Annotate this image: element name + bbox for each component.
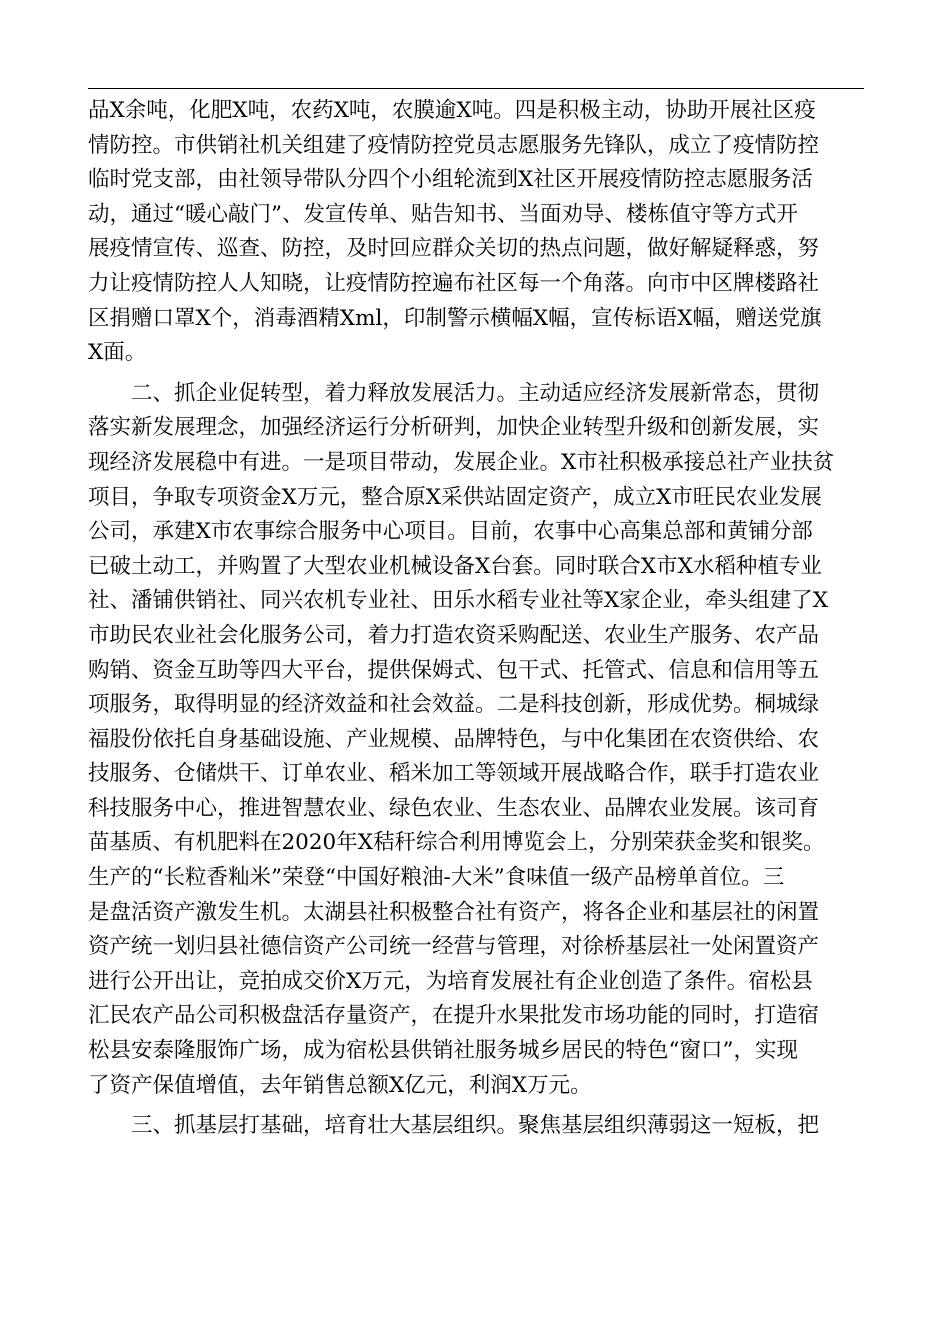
- text-line: 品X余吨，化肥X吨，农药X吨，农膜逾X吨。四是积极主动，协助开展社区疫: [88, 98, 816, 123]
- text-line: 动，通过“暖心敲门”、发宣传单、贴告知书、当面劝导、楼栋值守等方式开: [88, 201, 798, 227]
- text-line: 资产统一划归县社德信资产公司统一经营与管理，对徐桥基层社一处闲置资产: [88, 934, 820, 960]
- text-line: 区捐赠口罩X个，消毒酒精Xml，印制警示横幅X幅，宣传标语X幅，赠送党旗: [88, 305, 822, 331]
- text-line: 项服务，取得明显的经济效益和社会效益。二是科技创新，形成优势。桐城绿: [88, 692, 820, 718]
- text-line: 社、潘铺供销社、同兴农机专业社、田乐水稻专业社等X家企业，牵头组建了X: [88, 588, 829, 614]
- text-line: 临时党支部，由社领导带队分四个小组轮流到X社区开展疫情防控志愿服务活: [88, 167, 813, 193]
- text-line: 落实新发展理念，加强经济运行分析研判，加快企业转型升级和创新发展，实: [88, 415, 820, 441]
- text-line: 展疫情宣传、巡查、防控，及时回应群众关切的热点问题，做好解疑释惑，努: [88, 236, 820, 262]
- text-line: 松县安泰隆服饰广场，成为宿松县供销社服务城乡居民的特色“窗口”，实现: [88, 1038, 798, 1064]
- text-line: 现经济发展稳中有进。一是项目带动，发展企业。X市社积极承接总社产业扶贫: [88, 449, 835, 475]
- paragraph: [88, 94, 868, 371]
- text-line: 是盘活资产激发生机。太湖县社积极整合社有资产，将各企业和基层社的闲置: [88, 899, 820, 925]
- header-rule: [88, 88, 864, 89]
- text-line: 技服务、仓储烘干、订单农业、稻米加工等领域开展战略合作，联手打造农业: [88, 761, 820, 787]
- body-text: [88, 94, 868, 1144]
- text-line: 力让疫情防控人人知晓，让疫情防控遍布社区每一个角落。向市中区牌楼路社: [88, 270, 820, 296]
- text-line: 科技服务中心，推进智慧农业、绿色农业、生态农业、品牌农业发展。该司育: [88, 795, 820, 821]
- text-line: 生产的“长粒香籼米”荣登“中国好粮油-大米”食味值一级产品榜单首位。三: [88, 865, 785, 891]
- text-line: 进行公开出让，竞拍成交价X万元，为培育发展社有企业创造了条件。宿松县: [88, 968, 813, 994]
- text-line: 福股份依托自身基础设施、产业规模、品牌特色，与中化集团在农资供给、农: [88, 726, 820, 752]
- paragraph: [88, 1109, 868, 1144]
- text-line: 购销、资金互助等四大平台，提供保姆式、包干式、托管式、信息和信用等五: [88, 657, 820, 683]
- text-line: 三、抓基层打基础，培育壮大基层组织。聚焦基层组织薄弱这一短板，把: [88, 1113, 820, 1139]
- text-line: X面。: [88, 340, 147, 366]
- paragraph: [88, 377, 868, 1103]
- text-line: 了资产保值增值，去年销售总额X亿元，利润X万元。: [88, 1072, 592, 1098]
- text-line: 情防控。市供销社机关组建了疫情防控党员志愿服务先锋队，成立了疫情防控: [88, 132, 820, 158]
- text-line: 公司，承建X市农事综合服务中心项目。目前，农事中心高集总部和黄铺分部: [88, 519, 813, 545]
- text-line: 二、抓企业促转型，着力释放发展活力。主动适应经济发展新常态，贯彻: [88, 380, 820, 406]
- text-line: 汇民农产品公司积极盘活存量资产，在提升水果批发市场功能的同时，打造宿: [88, 1003, 820, 1029]
- text-line: 项目，争取专项资金X万元，整合原X采供站固定资产，成立X市旺民农业发展: [88, 484, 822, 510]
- text-line: 苗基质、有机肥料在2020年X秸秆综合利用博览会上，分别荣获金奖和银奖。: [88, 830, 825, 856]
- text-line: 市助民农业社会化服务公司，着力打造农资采购配送、农业生产服务、农产品: [88, 622, 820, 648]
- text-line: 已破土动工，并购置了大型农业机械设备X台套。同时联合X市X水稻种植专业: [88, 553, 822, 579]
